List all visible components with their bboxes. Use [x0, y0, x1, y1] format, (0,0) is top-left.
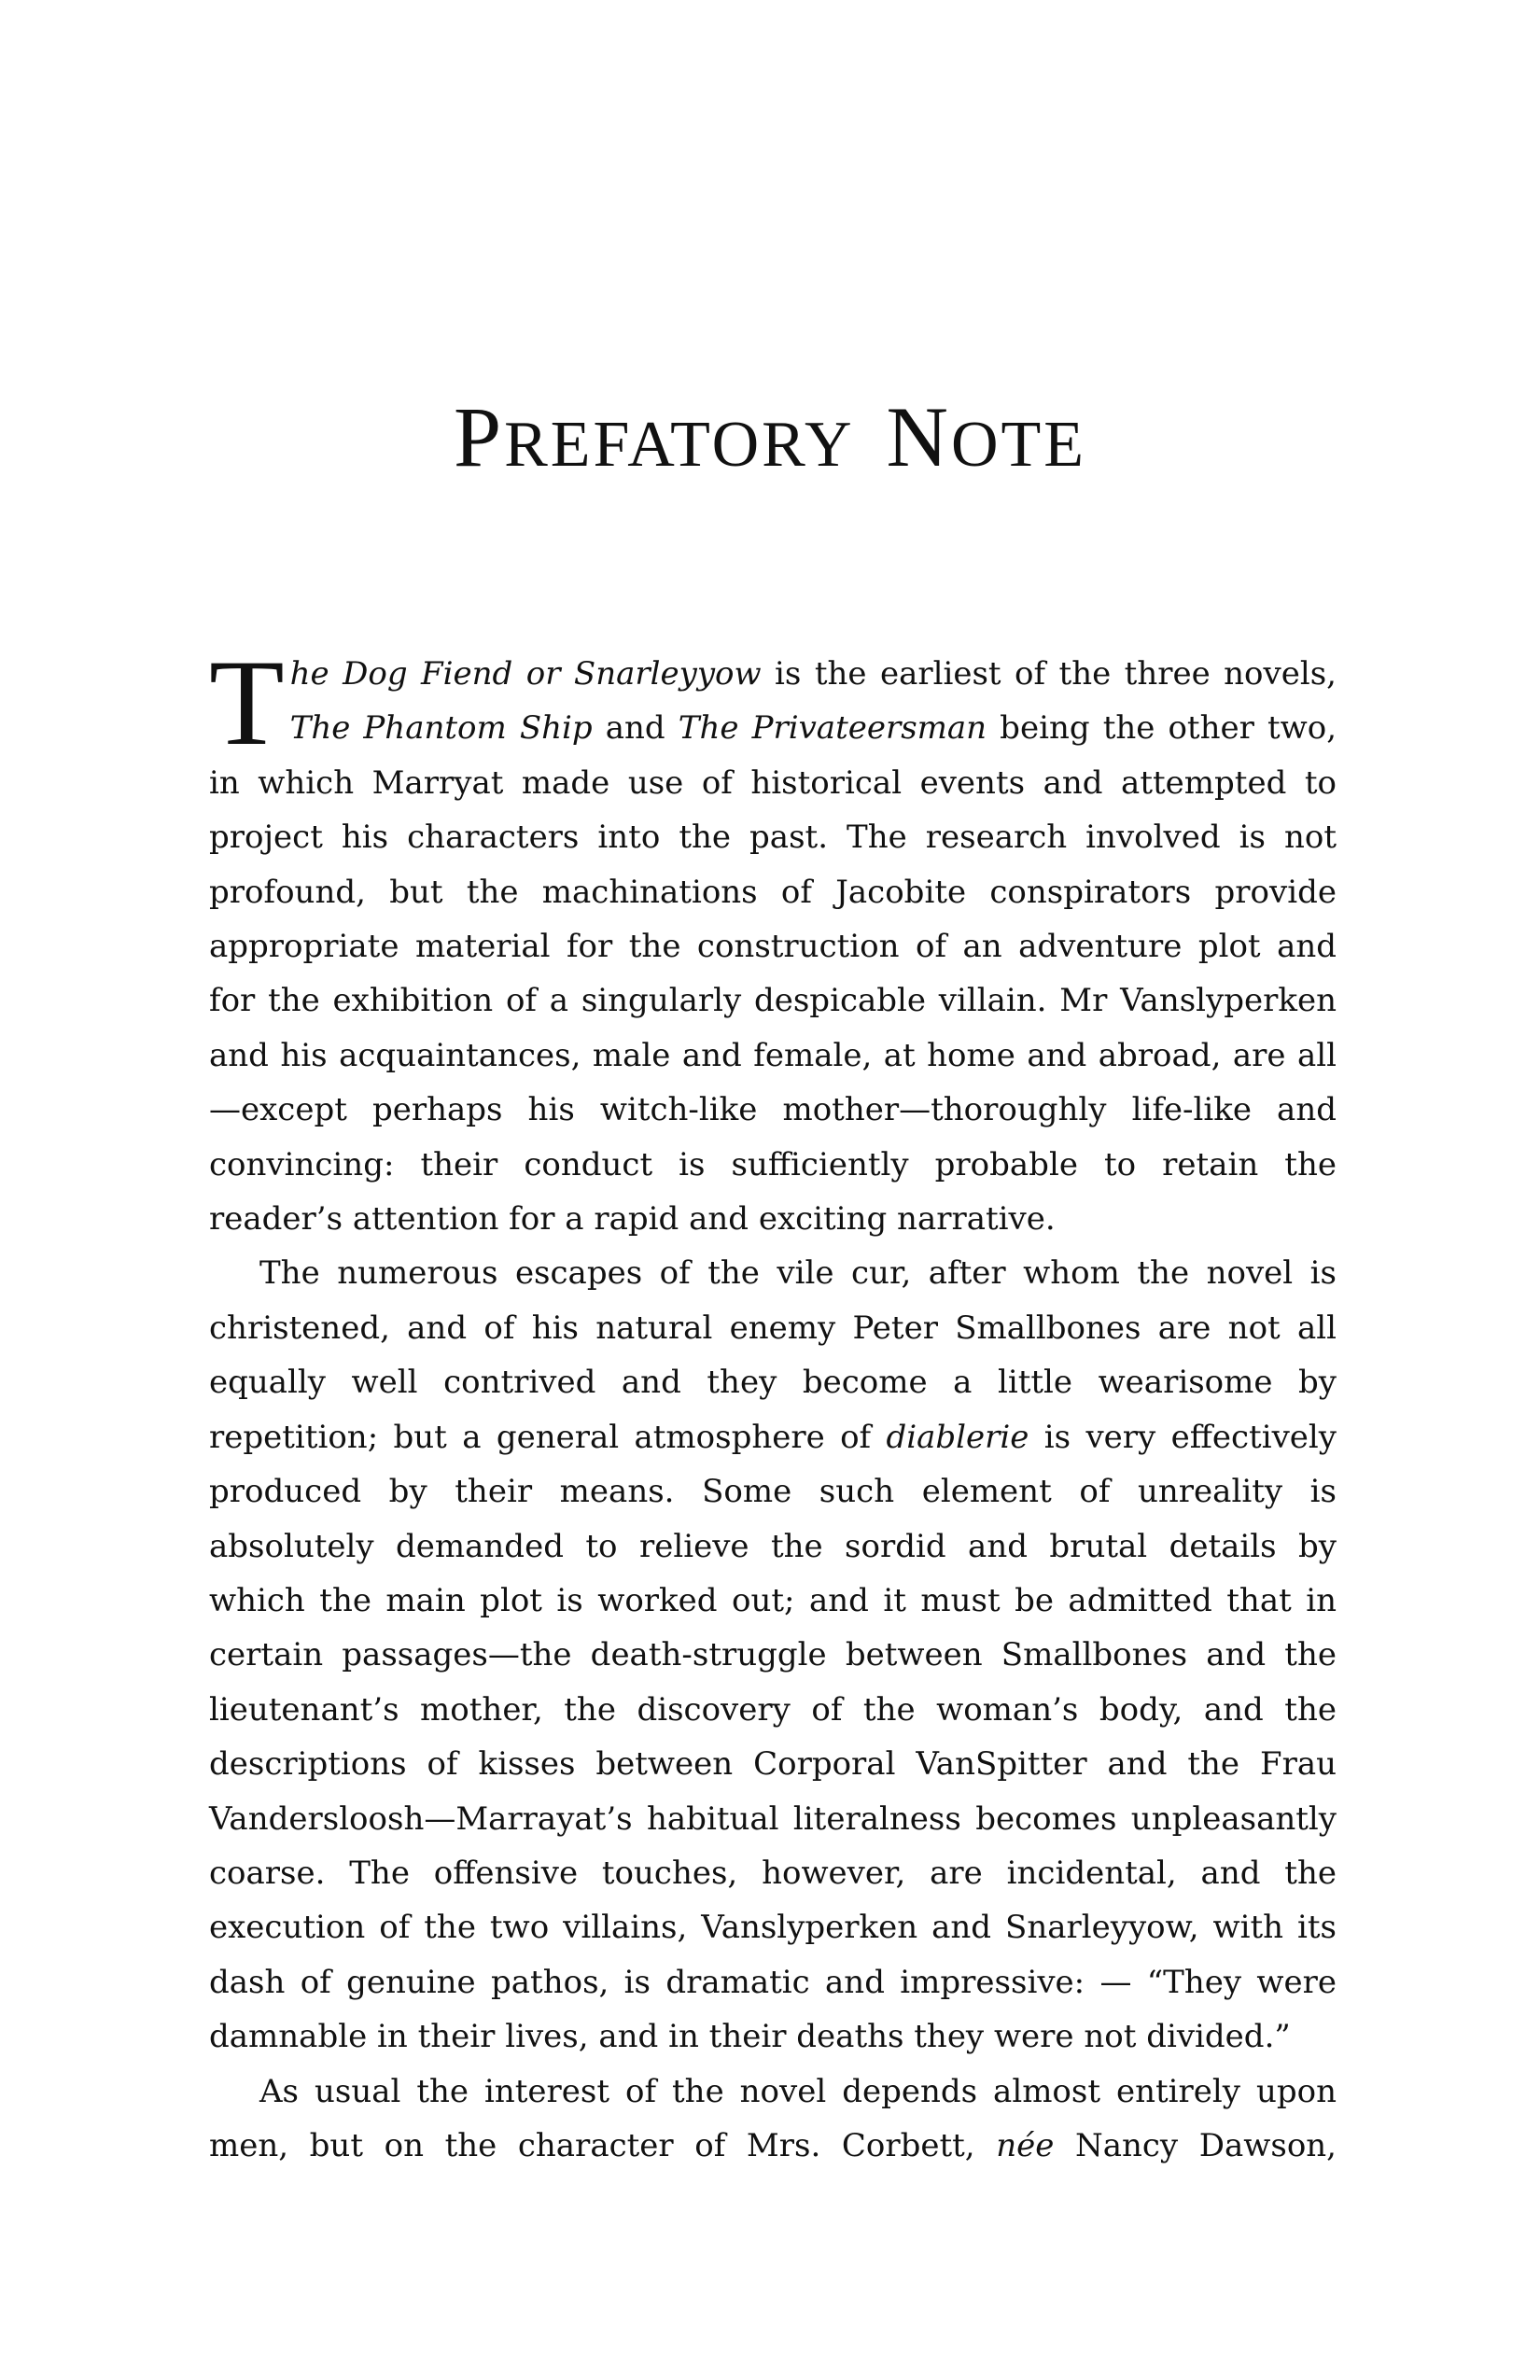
book-title-phantom-ship: The Phantom Ship [289, 709, 593, 748]
paragraph-2 [209, 1246, 1337, 2064]
paragraph-1 [209, 634, 1337, 1246]
paragraph-3-text-a: As usual the interest of the novel depends almost entirely upon men, but on the character of Mrs. Corbett, [209, 2072, 1337, 2164]
title-word-two-rest: OTE [950, 409, 1087, 481]
paragraph-2-text-b: is very effectively produced by their means. Some such element of unreality is absolutely demanded to relieve the sordid and brutal details by which the main plot is worked out; and it must be admitted that in certain passages—the death-struggle between Smallbones and the lieutenant’s mother, the discovery of the woman’s body, and the descriptions of kisses between Corporal VanSpitter and the Frau Vandersloosh—Marrayat’s habitual literalness becomes unpleasantly coarse. The offensive touches, however, are incidental, and the execution of the two villains, Vanslyperken and Snarleyyow, with its dash of genuine pathos, is dramatic and impressive: — “They were damnable in their lives, and in their deaths they were not divided.” [209, 1418, 1337, 2056]
book-title-dog-fiend: he Dog Fiend or Snarleyyow [289, 655, 762, 693]
paragraph-2-text-a: The numerous escapes of the vile cur, after whom the novel is christened, and of his natural enemy Peter Smallbones are not all equally well contrived and they become a little wearisome by repetition; but a general atmosphere of [209, 1254, 1337, 1456]
paragraph-1-text-a: is the earliest of the three novels, [761, 655, 1337, 693]
drop-cap: T [209, 634, 285, 771]
title-word-one-rest: REFATORY [504, 409, 855, 481]
title-initial-p: P [453, 389, 505, 484]
italic-diablerie: diablerie [886, 1418, 1029, 1456]
paragraph-1-text-b: and [592, 709, 679, 748]
body-text [209, 634, 1337, 2173]
title-initial-n: N [886, 389, 951, 484]
italic-nee: née [996, 2126, 1055, 2164]
paragraph-3-text-b: Nancy Dawson, [1054, 2126, 1337, 2164]
book-title-privateersman: The Privateersman [678, 709, 987, 748]
paragraph-1-text-c: being the other two, in which Marryat made use of historical events and attempted to project his characters into the past. The research involved is not profound, but the machinations of Jacobite conspirators provide appropriate material for the construction of an adventure plot and for the exhibition of a singularly despicable villain. Mr Vanslyperken and his acquaintances, male and female, at home and abroad, are all—except perhaps his witch-like mother—thoroughly life-like and convincing: their conduct is sufficiently probable to retain the reader’s attention for a rapid and exciting narrative. [209, 709, 1337, 1239]
paragraph-3 [209, 2065, 1337, 2174]
page-title [0, 387, 1540, 486]
